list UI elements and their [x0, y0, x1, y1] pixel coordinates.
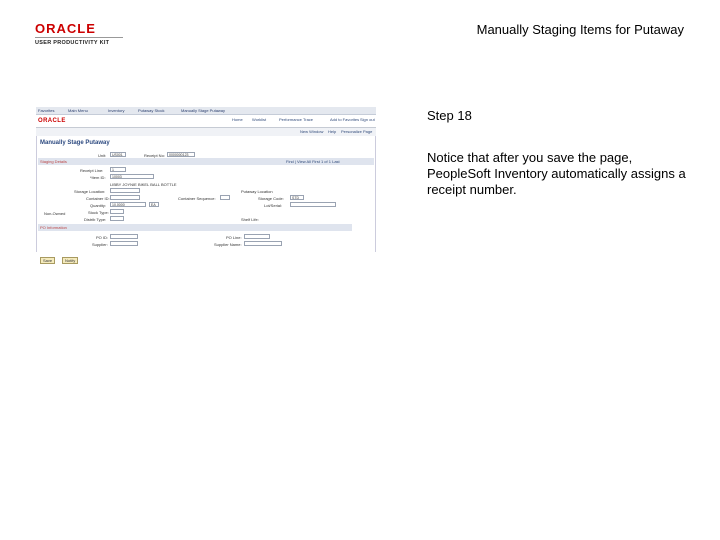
paging-controls[interactable]: Find | View All First 1 of 1 Last — [286, 159, 340, 164]
logo-upk-text: USER PRODUCTIVITY KIT — [35, 37, 123, 46]
receipt-line-field[interactable]: 1 — [110, 167, 126, 172]
po-id-label: PO ID: — [96, 235, 109, 240]
container-seq-label: Container Sequence: — [178, 196, 216, 201]
nav-favorites[interactable]: Favorites — [38, 108, 55, 113]
oracle-upk-logo — [35, 22, 125, 48]
uom-field[interactable]: EA — [149, 202, 159, 207]
screenshot-header — [36, 115, 376, 128]
nav-inventory[interactable]: Inventory — [108, 108, 125, 113]
logo-oracle-text: ORACLE — [35, 21, 96, 36]
unit-label: Unit: — [98, 153, 107, 158]
storage-location-label: Storage Location: — [74, 189, 106, 194]
po-line-field — [244, 234, 270, 239]
stock-type-label: Stock Type: — [88, 210, 109, 215]
lot-serial-field[interactable] — [290, 202, 336, 207]
container-id-field[interactable] — [110, 195, 140, 200]
screenshot-nav-bar — [36, 107, 376, 115]
storage-code-label: Storage Code: — [258, 196, 284, 201]
document-title: Manually Staging Items for Putaway — [476, 22, 684, 37]
putaway-location-label: Putaway Location — [241, 189, 273, 194]
item-id-field[interactable]: 10003 — [110, 174, 154, 179]
link-new-window[interactable]: New Window — [300, 129, 324, 134]
link-sign-out[interactable]: Sign out — [360, 117, 375, 122]
receipt-line-label: Receipt Line: — [80, 168, 104, 173]
screenshot-oracle-logo: ORACLE — [38, 118, 66, 124]
notify-button[interactable]: Notify — [62, 257, 78, 264]
screenshot-toolbar — [36, 128, 376, 136]
distrib-type-field[interactable] — [110, 216, 124, 221]
distrib-type-label: Distrib Type: — [84, 217, 107, 222]
link-personalize[interactable]: Personalize Page — [341, 129, 373, 134]
application-screenshot — [36, 107, 376, 265]
po-information-label: PO Information — [40, 225, 67, 230]
storage-location-field[interactable] — [110, 188, 140, 193]
link-performance-trace[interactable]: Performance Trace — [279, 117, 314, 122]
quantity-field[interactable]: 10.0000 — [110, 202, 146, 207]
lot-serial-label: Lot/Serial: — [264, 203, 283, 208]
screenshot-page-title: Manually Stage Putaway — [40, 140, 110, 146]
step-number: Step 18 — [427, 108, 472, 123]
staging-details-label: Staging Details — [40, 159, 67, 164]
link-add-favorites[interactable]: Add to Favorites — [330, 117, 360, 122]
supplier-name-label: Supplier Name: — [214, 242, 242, 247]
save-button[interactable]: Save — [40, 257, 55, 264]
nav-manually-stage[interactable]: Manually Stage Putaway — [181, 108, 226, 113]
container-seq-field[interactable] — [220, 195, 230, 200]
link-worklist[interactable]: Worklist — [252, 117, 267, 122]
supplier-field — [110, 241, 138, 246]
po-line-label: PO Line: — [226, 235, 242, 240]
container-id-label: Container ID: — [86, 196, 110, 201]
stock-type-field[interactable] — [110, 209, 124, 214]
non-owned-checkbox[interactable]: Non-Owned — [44, 211, 66, 216]
item-id-label: *Item ID: — [90, 175, 106, 180]
step-description: Notice that after you save the page, PeopleSoft Inventory automatically assigns a receipt number. — [427, 150, 686, 197]
nav-putaway-stock[interactable]: Putaway Stock — [138, 108, 165, 113]
receipt-no-label: Receipt No: — [144, 153, 165, 158]
shelf-life-label: Shelf Life: — [241, 217, 259, 222]
screenshot-page-frame — [36, 136, 376, 252]
item-description: LIBBY JOYNIE BIKEL BALL BOTTLE — [110, 182, 177, 187]
unit-field[interactable]: US001 — [110, 152, 126, 157]
storage-code-field[interactable]: STD — [290, 195, 304, 200]
supplier-label: Supplier: — [92, 242, 108, 247]
receipt-no-field: 0000000123 — [167, 152, 195, 157]
nav-main-menu[interactable]: Main Menu — [68, 108, 88, 113]
link-home[interactable]: Home — [232, 117, 243, 122]
link-help[interactable]: Help — [328, 129, 337, 134]
po-information-header — [38, 224, 352, 231]
po-id-field — [110, 234, 138, 239]
supplier-name-field — [244, 241, 282, 246]
quantity-label: Quantity: — [90, 203, 107, 208]
